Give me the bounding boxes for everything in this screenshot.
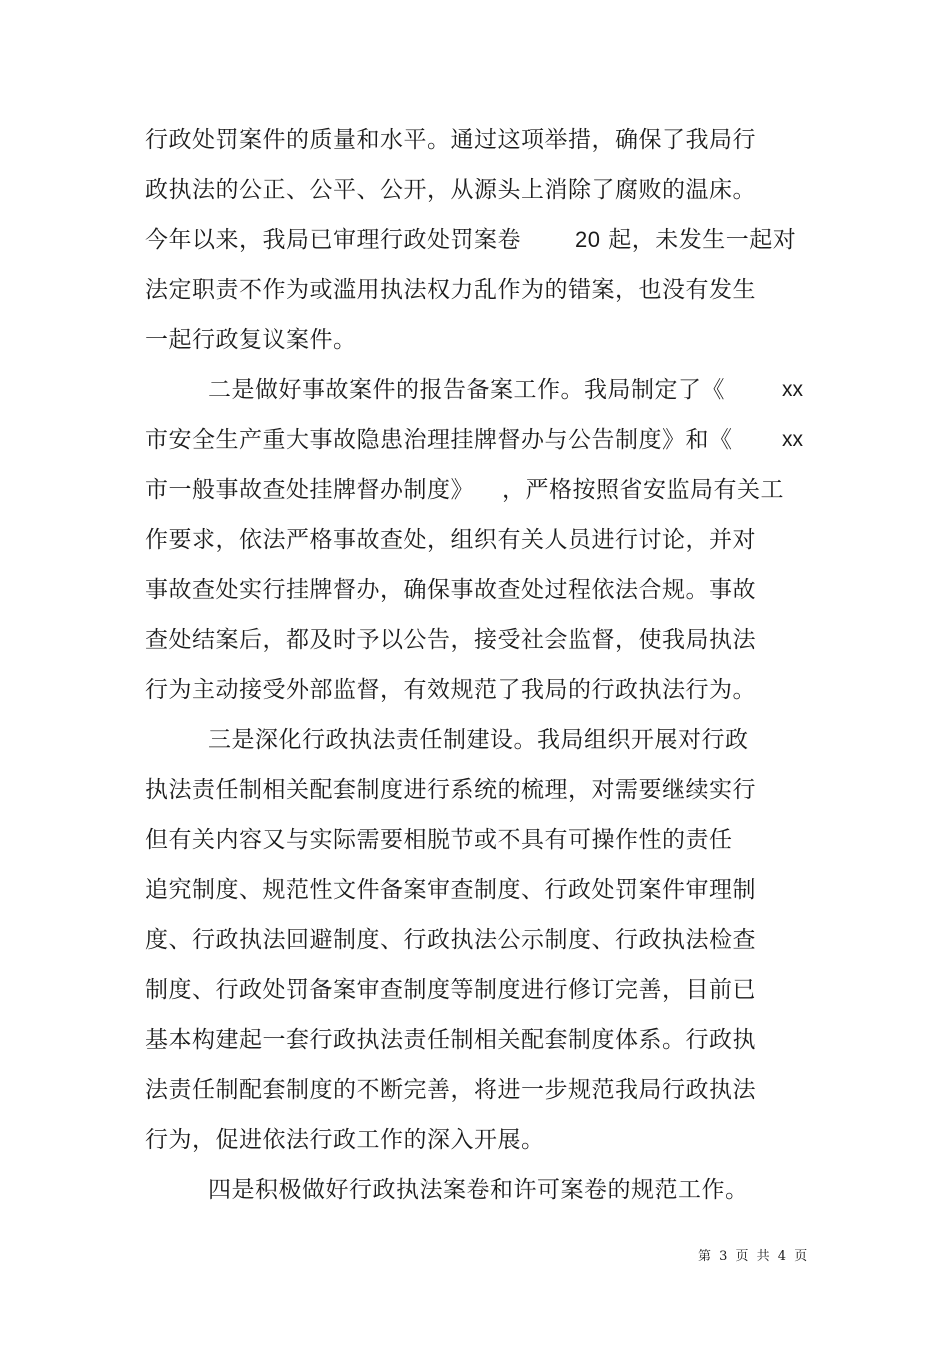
body-line: 法责任制配套制度的不断完善，将进一步规范我局行政执法 — [145, 1077, 756, 1103]
body-text: 市一般事故查处挂牌督办制度》 — [145, 477, 474, 503]
placeholder-text: xx — [782, 378, 803, 401]
body-line: 基本构建起一套行政执法责任制相关配套制度体系。行政执 — [145, 1027, 756, 1053]
body-line: 一起行政复议案件。 — [145, 327, 357, 353]
body-line: 事故查处实行挂牌督办，确保事故查处过程依法合规。事故 — [145, 577, 756, 603]
body-line: 制度、行政处罚备案审查制度等制度进行修订完善，目前已 — [145, 977, 756, 1003]
case-count: 20 — [575, 227, 601, 252]
body-line: 行为，促进依法行政工作的深入开展。 — [145, 1127, 545, 1153]
body-line: 执法责任制相关配套制度进行系统的梳理，对需要继续实行 — [145, 777, 756, 803]
body-line — [145, 475, 784, 505]
body-line: 查处结案后，都及时予以公告，接受社会监督，使我局执法 — [145, 627, 756, 653]
body-text: 今年以来，我局已审理行政处罚案卷 — [145, 227, 521, 253]
body-line: 度、行政执法回避制度、行政执法公示制度、行政执法检查 — [145, 927, 756, 953]
body-text: 起，未发生一起对 — [608, 227, 797, 253]
body-line: 作要求，依法严格事故查处，组织有关人员进行讨论，并对 — [145, 527, 756, 553]
paragraph-start: 二是做好事故案件的报告备案工作。我局制定了《 — [208, 377, 725, 403]
body-line: 政执法的公正、公平、公开，从源头上消除了腐败的温床。 — [145, 177, 756, 203]
page-number-footer: 第 3 页 共 4 页 — [698, 1249, 810, 1264]
placeholder-text: xx — [782, 428, 803, 451]
body-line: 行政处罚案件的质量和水平。通过这项举措，确保了我局行 — [145, 127, 756, 153]
body-line: 法定职责不作为或滥用执法权力乱作为的错案，也没有发生 — [145, 277, 756, 303]
body-line: 但有关内容又与实际需要相脱节或不具有可操作性的责任 — [145, 827, 733, 853]
paragraph-start: 四是积极做好行政执法案卷和许可案卷的规范工作。 — [208, 1177, 749, 1203]
body-line: 追究制度、规范性文件备案审查制度、行政处罚案件审理制 — [145, 877, 756, 903]
body-text: ，严格按照省安监局有关工 — [502, 477, 784, 503]
paragraph-start: 三是深化行政执法责任制建设。我局组织开展对行政 — [208, 727, 749, 753]
body-line: 行为主动接受外部监督，有效规范了我局的行政执法行为。 — [145, 677, 756, 703]
body-line: 市安全生产重大事故隐患治理挂牌督办与公告制度》和《 — [145, 427, 733, 453]
body-line — [145, 225, 796, 255]
